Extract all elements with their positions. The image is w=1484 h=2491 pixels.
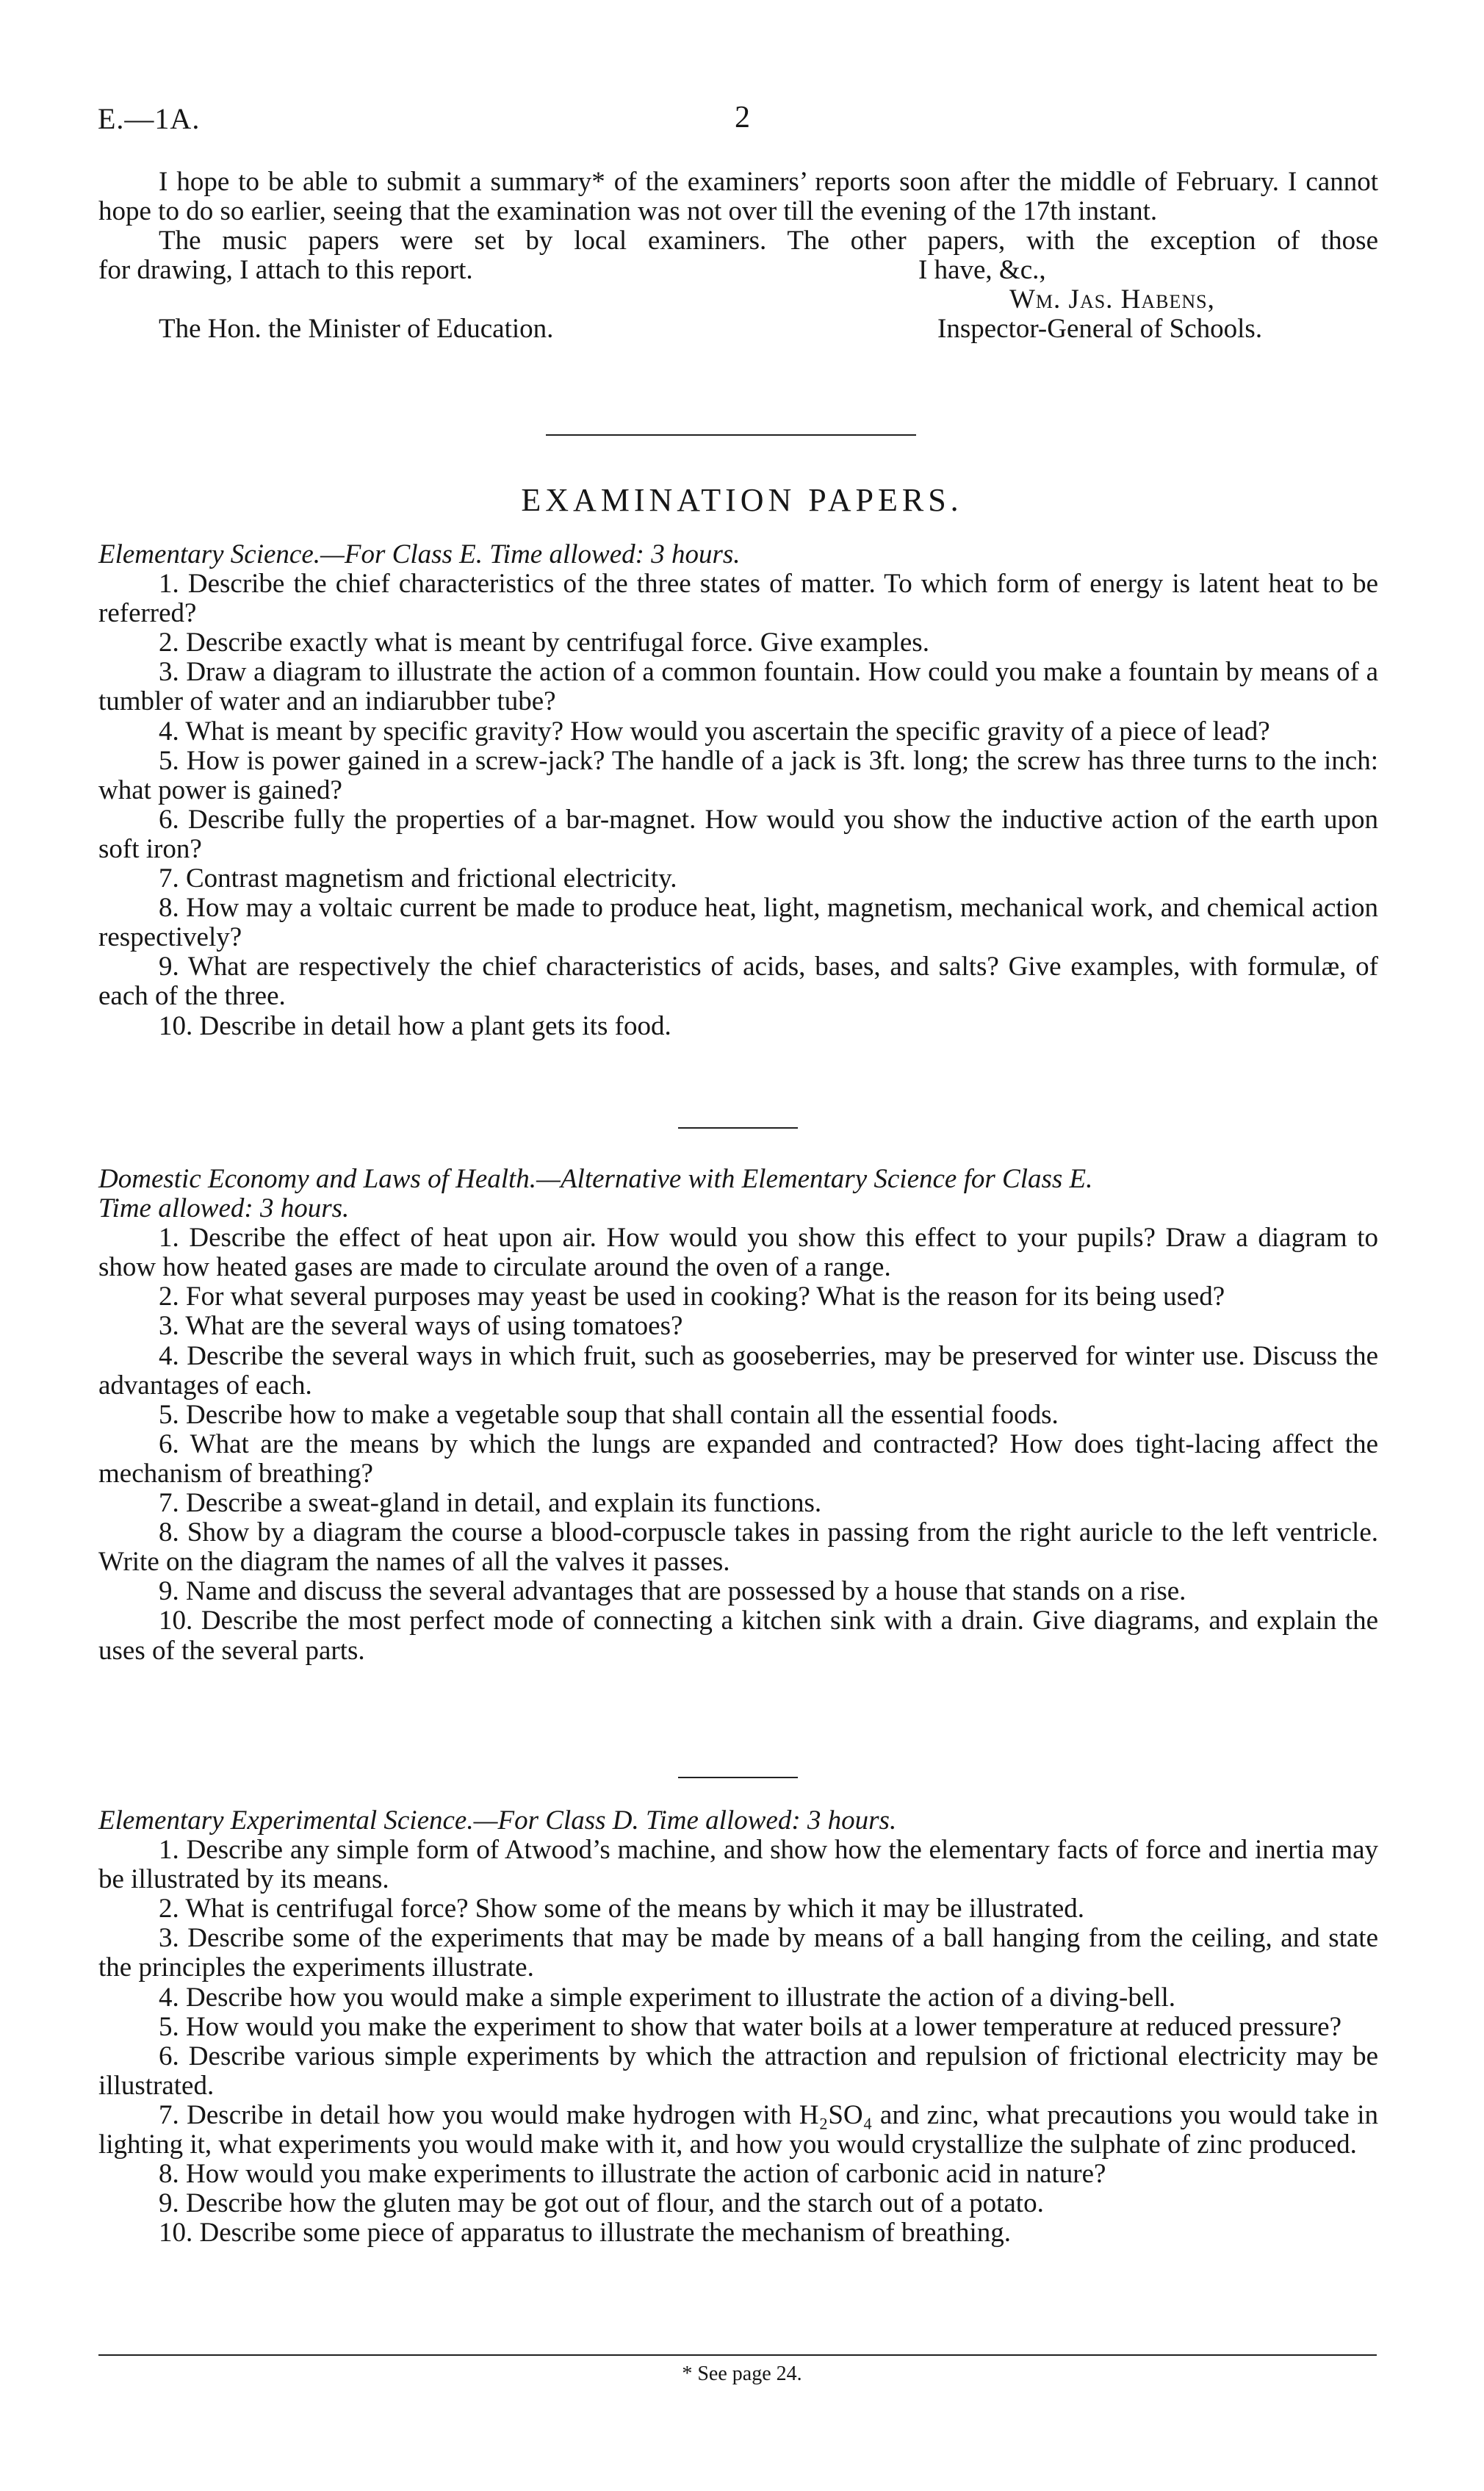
question: 9. What are respectively the chief characteristics of acids, bases, and salts? Give examples, with formulæ, of each of the three. [98,952,1378,1012]
question: 10. Describe some piece of apparatus to illustrate the mechanism of breathing. [159,2218,1011,2249]
question: 8. Show by a diagram the course a blood-corpuscle takes in passing from the right auricle to the left ventricle. Write on the diagram the names of all the valves it passes. [98,1517,1378,1578]
document-reference: E.—1A. [98,102,201,135]
question: 1. Describe the chief characteristics of the three states of matter. To which form of energy is latent heat to be referred? [98,569,1378,629]
signer-name: Wm. Jas. Habens, [1009,284,1215,315]
addressee: The Hon. the Minister of Education. [159,314,554,345]
valediction: I have, &c., [918,255,1046,286]
section-elementary-science [98,540,1378,1041]
letter-paragraph: I hope to be able to submit a summary* of the examiners’ reports soon after the middle of February. I cannot hope to do so earlier, seeing that the examination was not over till the evening of the 17th instant. [98,167,1378,227]
question: 2. What is centrifugal force? Show some of the means by which it may be illustrated. [159,1894,1085,1924]
letter-paragraph-end: for drawing, I attach to this report. [98,255,473,286]
question: 9. Name and discuss the several advantages that are possessed by a house that stands on a rise. [159,1576,1186,1607]
question: 2. For what several purposes may yeast be used in cooking? What is the reason for its being used? [159,1282,1225,1312]
divider [678,1777,798,1778]
question: 10. Describe in detail how a plant gets its food. [159,1010,671,1041]
section-heading: Elementary Science.—For Class E. Time allowed: 3 hours. [98,539,741,569]
question: 6. Describe fully the properties of a bar-magnet. How would you show the inductive action of the earth upon soft iron? [98,804,1378,864]
question: 6. Describe various simple experiments by which the attraction and repulsion of frictional electricity may be illustrated. [98,2041,1378,2101]
divider [678,1127,798,1129]
question: 8. How would you make experiments to illustrate the action of carbonic acid in nature? [159,2159,1106,2190]
question: 3. Describe some of the experiments that may be made by means of a ball hanging from the ceiling, and state the principles the experiments illustrate. [98,1923,1378,1983]
question: 10. Describe the most perfect mode of connecting a kitchen sink with a drain. Give diagrams, and explain the uses of the several parts. [98,1606,1378,1666]
section-domestic-economy [98,1165,1378,1666]
question: 7. Describe a sweat-gland in detail, and explain its functions. [159,1488,822,1519]
question: 5. How is power gained in a screw-jack? The handle of a jack is 3ft. long; the screw has three turns to the inch: what power is gained? [98,745,1378,805]
question: 3. Draw a diagram to illustrate the action of a common fountain. How could you make a fountain by means of a tumbler of water and an indiarubber tube? [98,657,1378,717]
question: 3. What are the several ways of using tomatoes? [159,1311,683,1342]
question: 1. Describe the effect of heat upon air. How would you show this effect to your pupils? Draw a diagram to show how heated gases are made to circulate around the oven of a range. [98,1223,1378,1283]
section-heading: Elementary Experimental Science.—For Class D. Time allowed: 3 hours. [98,1805,897,1836]
section-heading: Domestic Economy and Laws of Health.—Alternative with Elementary Science for Class E. [98,1164,1093,1194]
question: 4. Describe how you would make a simple experiment to illustrate the action of a diving-bell. [159,1982,1176,2013]
question: 9. Describe how the gluten may be got out of flour, and the starch out of a potato. [159,2188,1044,2219]
footnote: * See page 24. [682,2362,802,2385]
page-number: 2 [735,101,750,134]
section-experimental-science [98,1806,1378,2248]
signer-title: Inspector-General of Schools. [937,314,1263,345]
question: 2. Describe exactly what is meant by centrifugal force. Give examples. [159,628,929,658]
divider [546,434,916,436]
section-heading-time: Time allowed: 3 hours. [98,1193,350,1224]
question: 8. How may a voltaic current be made to produce heat, light, magnetism, mechanical work, and chemical action respectively? [98,893,1378,953]
question: 5. Describe how to make a vegetable soup that shall contain all the essential foods. [159,1399,1059,1430]
question: 7. Contrast magnetism and frictional electricity. [159,863,677,894]
page-title: EXAMINATION PAPERS. [521,482,963,518]
letter-paragraph: The music papers were set by local examiners. The other papers, with the exception of those [159,226,1378,256]
question: 6. What are the means by which the lungs are expanded and contracted? How does tight-lacing affect the mechanism of breathing? [98,1428,1378,1489]
question: 1. Describe any simple form of Atwood’s machine, and show how the elementary facts of force and inertia may be illustrated by its means. [98,1835,1378,1895]
letter [98,168,1378,344]
question: 7. Describe in detail how you would make hydrogen with H₂SO₄ and zinc, what precautions you would take in lighting it, what experiments you would make with it, and how you would crystallize the sulphate of zinc produced. [98,2099,1378,2160]
question: 4. What is meant by specific gravity? How would you ascertain the specific gravity of a piece of lead? [159,716,1270,747]
question: 5. How would you make the experiment to show that water boils at a lower temperature at reduced pressure? [159,2011,1341,2042]
question: 4. Describe the several ways in which fruit, such as gooseberries, may be preserved for winter use. Discuss the advantages of each. [98,1340,1378,1401]
footnote-rule [98,2354,1377,2356]
